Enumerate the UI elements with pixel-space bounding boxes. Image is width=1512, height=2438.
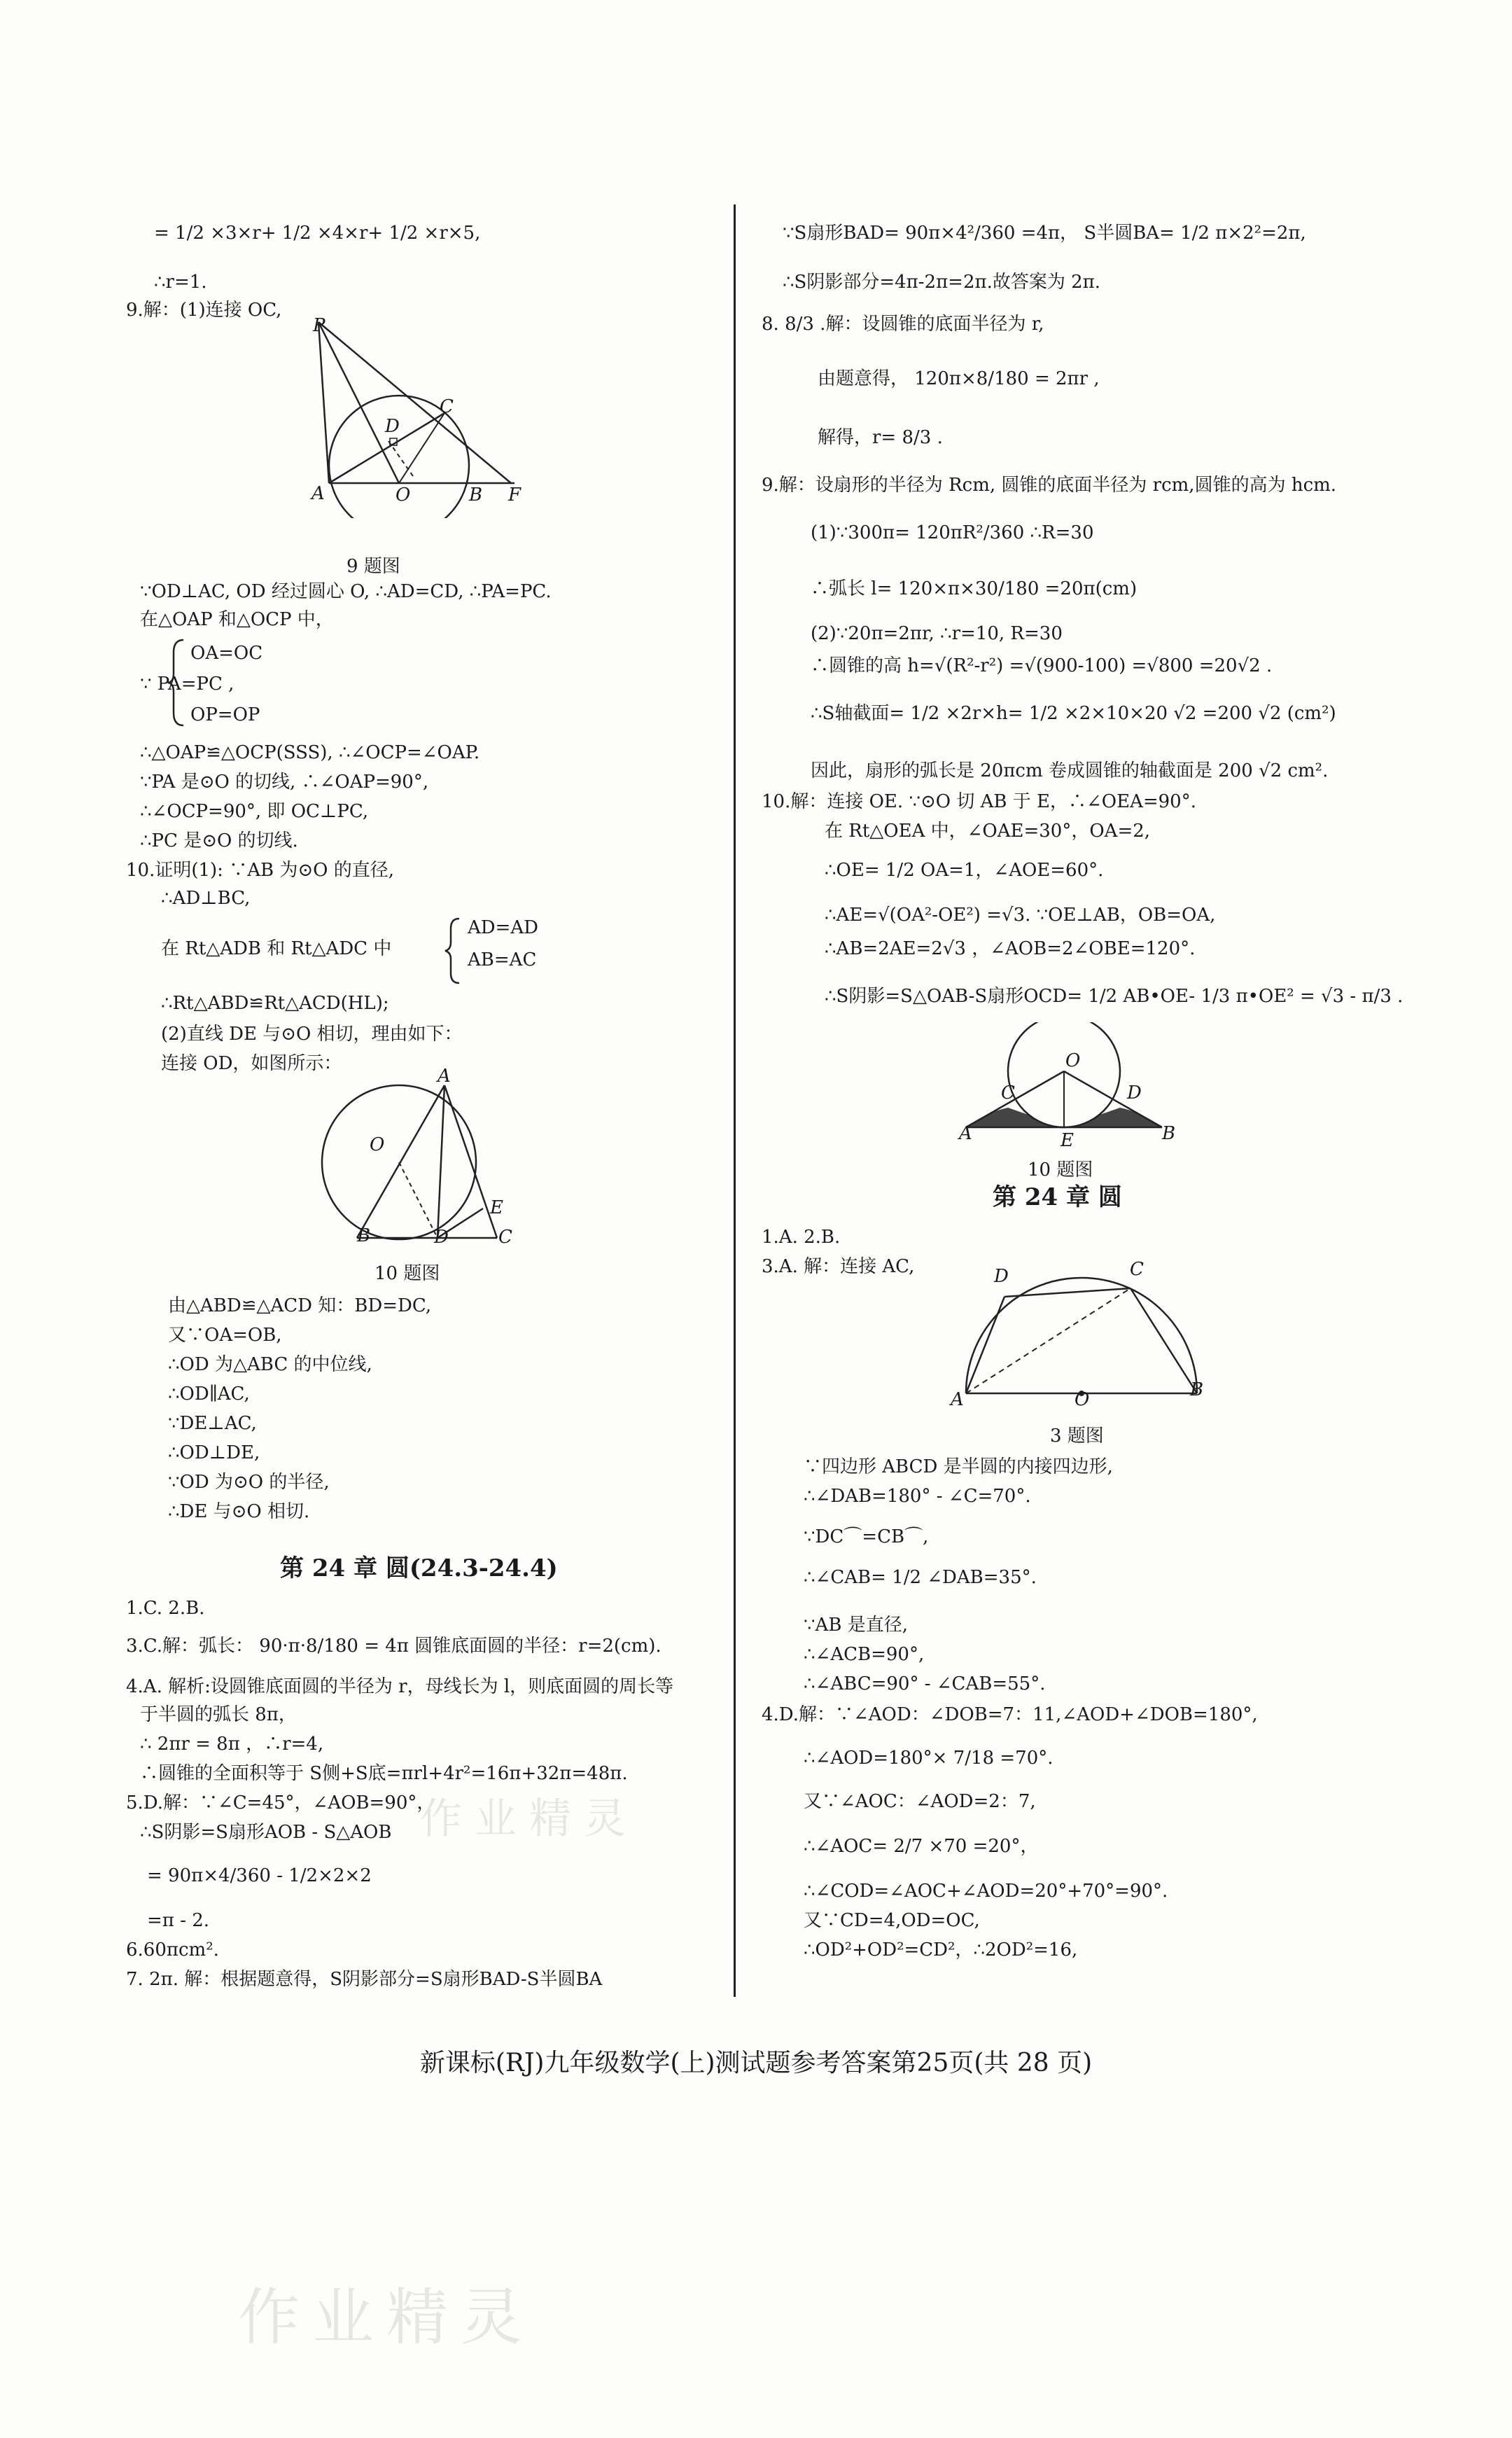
text-line: ∴∠DAB=180° - ∠C=70°. — [804, 1486, 1031, 1507]
text-line: OP=OP — [190, 704, 260, 725]
point-label: A — [312, 483, 325, 504]
text-line: ∵AB 是直径, — [804, 1615, 908, 1636]
text-line: 3.C.解：弧长： 90·π·8/180 = 4π 圆锥底面圆的半径：r=2(cm). — [126, 1636, 662, 1657]
point-label: C — [498, 1227, 512, 1248]
text-line: AB=AC — [468, 949, 537, 970]
text-line: ∵四边形 ABCD 是半圆的内接四边形, — [804, 1456, 1113, 1477]
point-label: D — [434, 1227, 449, 1248]
point-label: B — [357, 1225, 371, 1246]
text-line: 3.A. 解：连接 AC, — [762, 1256, 915, 1277]
figure-caption: 10 题图 — [374, 1263, 440, 1284]
text-line: 于半圆的弧长 8π， — [140, 1704, 297, 1725]
text-line: 10.解：连接 OE. ∵⊙O 切 AB 于 E，∴∠OEA=90°. — [762, 791, 1196, 812]
text-line: 在 Rt△OEA 中，∠OAE=30°，OA=2, — [825, 821, 1151, 842]
section-heading: 第 24 章 圆 — [993, 1183, 1122, 1211]
text-line: ∵DC⌒=CB⌒, — [804, 1526, 929, 1547]
text-line: ∵S扇形BAD= 90π×4²/360 =4π， S半圆BA= 1/2 π×2²=2π, — [783, 223, 1306, 244]
text-line: ∴圆锥的高 h=√(R²-r²) =√(900-100) =√800 =20√2 . — [811, 655, 1273, 676]
figure-caption: 3 题图 — [1050, 1426, 1104, 1447]
watermark: 作业精灵 — [238, 2281, 536, 2353]
text-line: ∵OD 为⊙O 的半径, — [168, 1472, 330, 1493]
text-line: ∴圆锥的全面积等于 S侧+S底=πrl+4r²=16π+32π=48π. — [140, 1763, 628, 1784]
point-label: E — [1060, 1130, 1074, 1151]
brace-icon — [167, 637, 188, 728]
text-line: 7. 2π. 解：根据题意得，S阴影部分=S扇形BAD-S半圆BA — [126, 1969, 603, 1990]
text-line: ∴OD 为△ABC 的中位线, — [168, 1354, 372, 1375]
point-label: O — [1074, 1389, 1090, 1410]
text-line: 10.证明(1): ∵AB 为⊙O 的直径, — [126, 860, 394, 881]
text-line: ∴△OAP≌△OCP(SSS), ∴∠OCP=∠OAP. — [140, 742, 480, 763]
figure-caption: 9 题图 — [346, 556, 400, 577]
text-line: =π - 2. — [147, 1910, 209, 1931]
text-line: 4.A. 解析:设圆锥底面圆的半径为 r，母线长为 l，则底面圆的周长等 — [126, 1676, 674, 1697]
point-label: B — [1162, 1123, 1176, 1144]
text-line: ∵PA 是⊙O 的切线, ∴∠OAP=90°, — [140, 772, 429, 793]
text-line: 9.解：(1)连接 OC, — [126, 300, 282, 321]
text-line: ∴AE=√(OA²-OE²) =√3. ∵OE⊥AB，OB=OA, — [825, 905, 1216, 926]
text-line: (2)直线 DE 与⊙O 相切，理由如下： — [161, 1024, 463, 1045]
point-label: F — [508, 485, 522, 506]
text-line: ∴∠ACB=90°, — [804, 1644, 925, 1665]
text-line: ∴∠AOD=180°× 7/18 =70°. — [804, 1748, 1054, 1769]
text-line: ∴OE= 1/2 OA=1，∠AOE=60°. — [825, 860, 1104, 881]
figure-3-diagram — [959, 1267, 1211, 1407]
text-line: ∴∠COD=∠AOC+∠AOD=20°+70°=90°. — [804, 1881, 1168, 1902]
point-label: D — [994, 1266, 1009, 1287]
text-line: 又∵∠AOC：∠AOD=2：7, — [804, 1791, 1036, 1812]
text-line: 5.D.解：∵∠C=45°，∠AOB=90°， — [126, 1792, 435, 1813]
text-line: ∴AB=2AE=2√3 ，∠AOB=2∠OBE=120°. — [825, 938, 1196, 959]
text-line: ∴Rt△ABD≌Rt△ACD(HL); — [161, 993, 389, 1014]
text-line: 8. 8/3 .解：设圆锥的底面半径为 r, — [762, 314, 1044, 335]
watermark: 作业精灵 — [420, 1795, 638, 1844]
point-label: A — [951, 1389, 964, 1410]
brace-icon — [442, 916, 463, 986]
text-line: ∴AD⊥BC, — [161, 888, 251, 909]
point-label: D — [1127, 1082, 1142, 1103]
text-line: (2)∵20π=2πr, ∴r=10, R=30 — [811, 623, 1063, 644]
point-label: C — [1130, 1259, 1144, 1280]
point-label: O — [396, 485, 411, 506]
text-line: 在△OAP 和△OCP 中， — [140, 609, 334, 630]
point-label: O — [1065, 1050, 1081, 1071]
section-heading: 第 24 章 圆(24.3-24.4) — [280, 1554, 558, 1582]
text-line: ∴PC 是⊙O 的切线. — [140, 830, 298, 851]
text-line: ∵OD⊥AC, OD 经过圆心 O, ∴AD=CD, ∴PA=PC. — [140, 581, 552, 602]
text-line: ∵DE⊥AC, — [168, 1413, 257, 1434]
figure-9-diagram — [308, 315, 539, 518]
text-line: AD=AD — [468, 917, 539, 938]
point-label: C — [1001, 1082, 1015, 1103]
text-line: ∴∠ABC=90° - ∠CAB=55°. — [804, 1673, 1046, 1694]
text-line: ∴∠CAB= 1/2 ∠DAB=35°. — [804, 1567, 1037, 1588]
text-line: 1.C. 2.B. — [126, 1598, 205, 1619]
text-line: ∵ PA=PC , — [140, 674, 234, 695]
point-label: D — [385, 416, 400, 437]
text-line: 4.D.解：∵∠AOD：∠DOB=7：11,∠AOD+∠DOB=180°, — [762, 1704, 1258, 1725]
text-line: 在 Rt△ADB 和 Rt△ADC 中 — [161, 938, 392, 959]
point-label: B — [1190, 1379, 1204, 1400]
text-line: (1)∵300π= 120πR²/360 ∴R=30 — [811, 522, 1094, 543]
text-line: ∴OD⊥DE, — [168, 1442, 260, 1463]
text-line: 连接 OD，如图所示： — [161, 1053, 342, 1074]
figure-caption: 10 题图 — [1028, 1159, 1093, 1180]
text-line: 又∵OA=OB, — [168, 1325, 282, 1346]
text-line: 由题意得， 120π×8/180 = 2πr , — [818, 368, 1100, 389]
text-line: 1.A. 2.B. — [762, 1227, 841, 1248]
point-label: E — [490, 1197, 503, 1218]
text-line: ∴∠OCP=90°, 即 OC⊥PC, — [140, 801, 369, 822]
text-line: ∴r=1. — [154, 272, 207, 293]
text-line: OA=OC — [190, 643, 263, 664]
text-line: ∴S阴影=S△OAB-S扇形OCD= 1/2 AB•OE- 1/3 π•OE² = √3 - π/3 . — [825, 986, 1404, 1007]
text-line: 又∵CD=4,OD=OC, — [804, 1910, 980, 1931]
text-line: ∴∠AOC= 2/7 ×70 =20°， — [804, 1836, 1039, 1857]
point-label: A — [959, 1123, 972, 1144]
text-line: = 90π×4/360 - 1/2×2×2 — [147, 1865, 372, 1886]
text-line: 解得，r= 8/3 . — [818, 427, 943, 448]
text-line: 因此，扇形的弧长是 20πcm 卷成圆锥的轴截面是 200 √2 cm². — [811, 760, 1329, 781]
text-line: ∴S轴截面= 1/2 ×2r×h= 1/2 ×2×10×20 √2 =200 √2 (cm²) — [811, 703, 1336, 724]
page-footer: 新课标(RJ)九年级数学(上)测试题参考答案第25页(共 28 页) — [419, 2049, 1093, 2077]
text-line: = 1/2 ×3×r+ 1/2 ×4×r+ 1/2 ×r×5, — [154, 223, 481, 244]
column-divider — [734, 204, 736, 1997]
text-line: ∴OD²+OD²=CD²，∴2OD²=16, — [804, 1939, 1078, 1960]
text-line: 9.解：设扇形的半径为 Rcm, 圆锥的底面半径为 rcm,圆锥的高为 hcm. — [762, 475, 1337, 496]
text-line: ∴ 2πr = 8π ，∴r=4, — [140, 1734, 324, 1755]
text-line: ∴S阴影部分=4π-2π=2π.故答案为 2π. — [783, 272, 1101, 293]
point-label: B — [469, 485, 483, 506]
text-line: ∴OD∥AC, — [168, 1384, 250, 1405]
point-label: O — [370, 1134, 385, 1155]
point-label: C — [440, 396, 454, 417]
point-label: A — [438, 1066, 451, 1087]
text-line: 6.60πcm². — [126, 1939, 219, 1960]
text-line: ∴DE 与⊙O 相切. — [168, 1501, 310, 1522]
text-line: 由△ABD≌△ACD 知：BD=DC, — [168, 1295, 432, 1316]
text-line: ∴S阴影=S扇形AOB - S△AOB — [140, 1822, 392, 1843]
text-line: ∴弧长 l= 120×π×30/180 =20π(cm) — [811, 578, 1138, 599]
point-label: P — [313, 315, 326, 336]
